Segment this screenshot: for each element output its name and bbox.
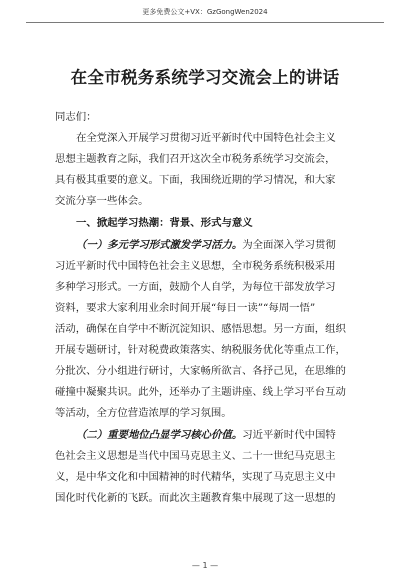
intro-line: 思想主题教育之际，我们召开这次全市税务系统学习交流会，	[55, 153, 336, 165]
intro-line: 交流分享一些体会。	[55, 195, 149, 207]
page-number: — 1 —	[191, 561, 219, 570]
paragraph-line: 义，是中华文化和中国精神的时代精华，实现了马克思主义中	[55, 471, 336, 483]
paragraph-lead: （一）多元学习形式激发学习活力。	[76, 239, 243, 251]
paragraph-line: 习近平新时代中国特色社会主义思想，全市税务系统积极采用	[55, 260, 336, 272]
document-title: 在全市税务系统学习交流会上的讲话	[70, 68, 340, 87]
intro-line: 在全党深入开展学习贯彻习近平新时代中国特色社会主义	[76, 132, 336, 144]
paragraph-line: 分批次、分小组进行研讨，大家畅所欲言、各抒己见，在思维的	[55, 365, 346, 377]
section-heading: 一、掀起学习热潮：背景、形式与意义	[76, 217, 253, 229]
paragraph-line: 色社会主义思想是当代中国马克思主义、二十一世纪马克思主	[55, 450, 336, 462]
paragraph-line: 开展专题研讨，针对税费政策落实、纳税服务优化等重点工作，	[55, 344, 346, 356]
paragraph-line: 多种学习形式。一方面，鼓励个人自学，为每位干部发放学习	[55, 281, 336, 293]
paragraph-line: 资料，要求大家利用业余时间开展“每日一读”“每周一悟”	[55, 302, 316, 314]
paragraph-first-line	[55, 428, 396, 442]
header-text: 更多免费公文+VX：GzGongWen2024	[142, 8, 268, 16]
paragraph-line: 等活动，全方位营造浓厚的学习氛围。	[55, 407, 232, 419]
paragraph-lead: （二）重要地位凸显学习核心价值。	[76, 429, 243, 441]
paragraph-line: 活动，确保在自学中不断沉淀知识、感悟思想。另一方面，组织	[55, 323, 346, 335]
paragraph-line: 碰撞中凝聚共识。此外，还举办了主题讲座、线上学习平台互动	[55, 386, 346, 398]
salutation: 同志们：	[55, 111, 97, 123]
intro-line: 具有极其重要的意义。下面，我围绕近期的学习情况，和大家	[55, 174, 336, 186]
paragraph-first-line	[55, 238, 396, 252]
paragraph-line: 国化时代化新的飞跃。而此次主题教育集中展现了这一思想的	[55, 492, 336, 504]
paragraph-text: 为全面深入学习贯彻	[242, 239, 336, 251]
paragraph-text: 习近平新时代中国特	[242, 429, 336, 441]
header-divider	[26, 22, 384, 23]
